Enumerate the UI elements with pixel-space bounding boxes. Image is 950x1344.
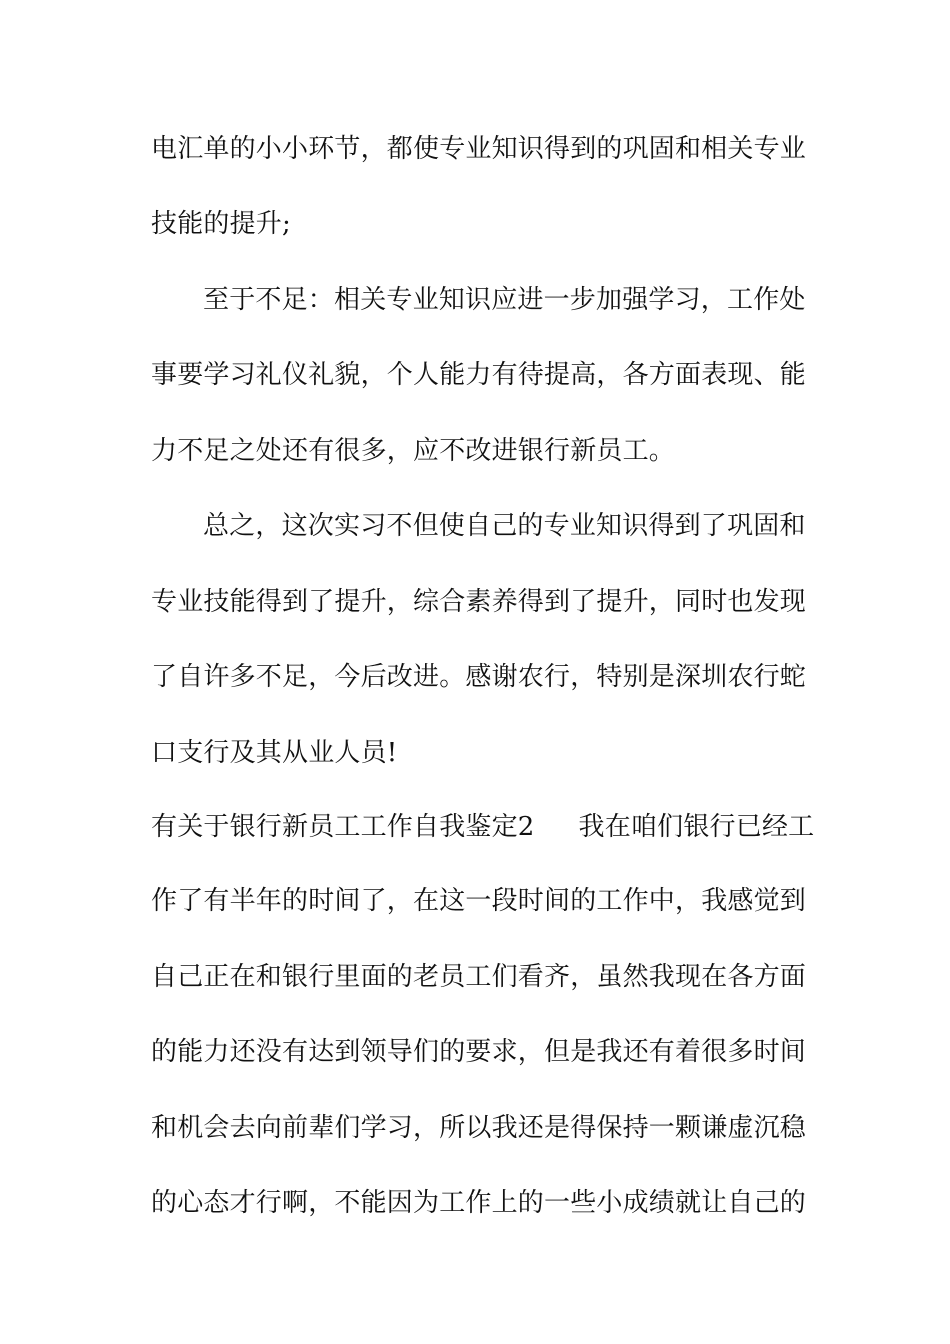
text-line: 了自许多不足，今后改进。感谢农行，特别是深圳农行蛇 xyxy=(151,662,807,692)
text-line: 的能力还没有达到领导们的要求，但是我还有着很多时间 xyxy=(151,1037,807,1067)
section-heading-line xyxy=(151,810,814,844)
paragraph-start-line: 至于不足：相关专业知识应进一步加强学习，工作处 xyxy=(203,285,806,315)
paragraph-start-line: 总之，这次实习不但使自己的专业知识得到了巩固和 xyxy=(203,511,806,541)
text-line: 和机会去向前辈们学习，所以我还是得保持一颗谦虚沉稳 xyxy=(151,1113,807,1143)
text-line: 力不足之处还有很多，应不改进银行新员工。 xyxy=(151,436,676,466)
heading-continuation: 我在咱们银行已经工 xyxy=(578,812,815,842)
text-line: 电汇单的小小环节，都使专业知识得到的巩固和相关专业 xyxy=(151,134,807,164)
text-line: 自己正在和银行里面的老员工们看齐，虽然我现在各方面 xyxy=(151,962,807,992)
text-line: 的心态才行啊，不能因为工作上的一些小成绩就让自己的 xyxy=(151,1188,807,1218)
text-line: 专业技能得到了提升，综合素养得到了提升，同时也发现 xyxy=(151,587,807,617)
section-heading: 有关于银行新员工工作自我鉴定2 xyxy=(151,812,535,842)
text-line: 技能的提升; xyxy=(151,209,291,239)
text-line: 作了有半年的时间了，在这一段时间的工作中，我感觉到 xyxy=(151,886,807,916)
text-line: 口支行及其从业人员! xyxy=(151,738,398,768)
text-line: 事要学习礼仪礼貌，个人能力有待提高，各方面表现、能 xyxy=(151,360,807,390)
